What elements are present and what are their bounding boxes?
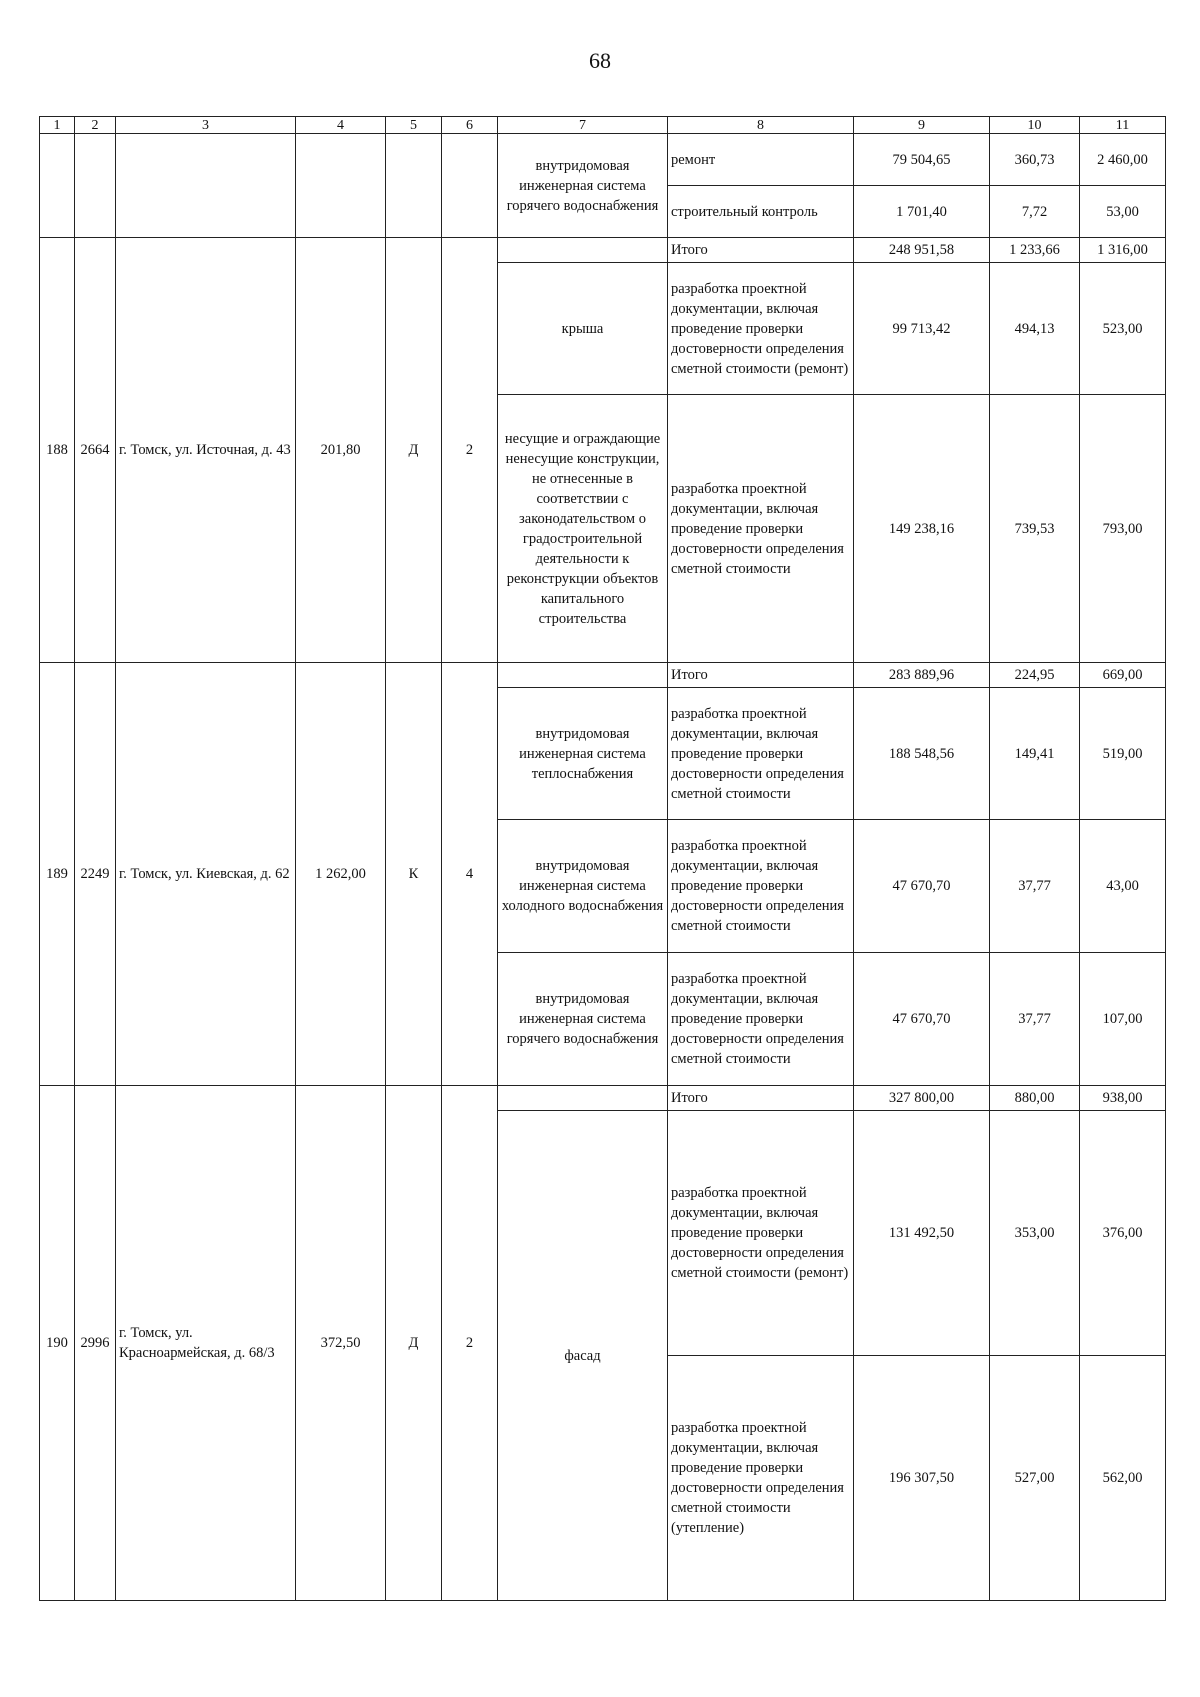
cell-sum: 47 670,70 (854, 820, 990, 953)
column-number: 4 (296, 117, 386, 134)
page-number: 68 (589, 48, 611, 73)
cell-system: фасад (498, 1111, 668, 1601)
table-row (40, 663, 1166, 688)
cell-total-per-m2: 224,95 (990, 663, 1080, 688)
column-number: 5 (386, 117, 442, 134)
cell-work: разработка проектной документации, включая проведение проверки достоверности определения сметной стоимости (668, 395, 854, 663)
cell-house-id: 2996 (75, 1086, 116, 1601)
cell-empty (498, 663, 668, 688)
cell-limit: 2 460,00 (1080, 134, 1166, 186)
column-number: 2 (75, 117, 116, 134)
column-number-row (40, 117, 1166, 134)
cell-work: ремонт (668, 134, 854, 186)
cell-system: внутридомовая инженерная система холодного водоснабжения (498, 820, 668, 953)
cell-work: разработка проектной документации, включая проведение проверки достоверности определения сметной стоимости (ремонт) (668, 263, 854, 395)
cell-system: несущие и ограждающие ненесущие конструкции, не отнесенные в соответствии с законодательством о градостроительной деятельности к реконструкции объектов капитального строительства (498, 395, 668, 663)
table-row (40, 1086, 1166, 1111)
cell-total-label: Итого (668, 663, 854, 688)
cell-type: К (386, 663, 442, 1086)
cell-sum: 99 713,42 (854, 263, 990, 395)
cell-limit: 562,00 (1080, 1356, 1166, 1601)
cell-sum: 47 670,70 (854, 953, 990, 1086)
cell-row-number: 190 (40, 1086, 75, 1601)
cell-address: г. Томск, ул. Красноармейская, д. 68/3 (116, 1086, 296, 1601)
cell-sum: 79 504,65 (854, 134, 990, 186)
cell-limit: 519,00 (1080, 688, 1166, 820)
column-number: 7 (498, 117, 668, 134)
column-number: 9 (854, 117, 990, 134)
cell-area: 372,50 (296, 1086, 386, 1601)
cell-work: разработка проектной документации, включая проведение проверки достоверности определения сметной стоимости (668, 688, 854, 820)
cell-address: г. Томск, ул. Источная, д. 43 (116, 238, 296, 663)
cell-per-m2: 37,77 (990, 820, 1080, 953)
cell-empty (40, 134, 75, 238)
cell-sum: 149 238,16 (854, 395, 990, 663)
cell-type: Д (386, 1086, 442, 1601)
cell-type: Д (386, 238, 442, 663)
cell-total-sum: 283 889,96 (854, 663, 990, 688)
cell-limit: 376,00 (1080, 1111, 1166, 1356)
cell-total-limit: 938,00 (1080, 1086, 1166, 1111)
cell-limit: 793,00 (1080, 395, 1166, 663)
cell-limit: 107,00 (1080, 953, 1166, 1086)
cell-empty (75, 134, 116, 238)
cell-sum: 1 701,40 (854, 186, 990, 238)
cell-limit: 523,00 (1080, 263, 1166, 395)
cell-work: разработка проектной документации, включая проведение проверки достоверности определения сметной стоимости (668, 953, 854, 1086)
column-number: 3 (116, 117, 296, 134)
cell-row-number: 188 (40, 238, 75, 663)
cell-total-per-m2: 1 233,66 (990, 238, 1080, 263)
cell-area: 1 262,00 (296, 663, 386, 1086)
cell-empty (498, 238, 668, 263)
cell-limit: 43,00 (1080, 820, 1166, 953)
cell-row-number: 189 (40, 663, 75, 1086)
cell-empty (498, 1086, 668, 1111)
cell-empty (442, 134, 498, 238)
cell-house-id: 2664 (75, 238, 116, 663)
cell-address: г. Томск, ул. Киевская, д. 62 (116, 663, 296, 1086)
cell-system: внутридомовая инженерная система теплоснабжения (498, 688, 668, 820)
column-number: 6 (442, 117, 498, 134)
table-row (40, 134, 1166, 186)
cell-area: 201,80 (296, 238, 386, 663)
cell-per-m2: 353,00 (990, 1111, 1080, 1356)
column-number: 11 (1080, 117, 1166, 134)
cell-per-m2: 149,41 (990, 688, 1080, 820)
cell-total-limit: 1 316,00 (1080, 238, 1166, 263)
cell-floors: 2 (442, 238, 498, 663)
cell-total-label: Итого (668, 1086, 854, 1111)
cell-per-m2: 739,53 (990, 395, 1080, 663)
cell-system: внутридомовая инженерная система горячего водоснабжения (498, 953, 668, 1086)
table-row (40, 238, 1166, 263)
cell-work: разработка проектной документации, включая проведение проверки достоверности определения сметной стоимости (668, 820, 854, 953)
cell-sum: 196 307,50 (854, 1356, 990, 1601)
cell-per-m2: 7,72 (990, 186, 1080, 238)
cell-per-m2: 360,73 (990, 134, 1080, 186)
cell-total-sum: 248 951,58 (854, 238, 990, 263)
column-number: 1 (40, 117, 75, 134)
cell-work: разработка проектной документации, включая проведение проверки достоверности определения сметной стоимости (утепление) (668, 1356, 854, 1601)
cell-floors: 4 (442, 663, 498, 1086)
cell-floors: 2 (442, 1086, 498, 1601)
cell-per-m2: 527,00 (990, 1356, 1080, 1601)
cell-per-m2: 37,77 (990, 953, 1080, 1086)
cell-sum: 188 548,56 (854, 688, 990, 820)
cell-empty (116, 134, 296, 238)
cell-limit: 53,00 (1080, 186, 1166, 238)
column-number: 8 (668, 117, 854, 134)
cell-total-limit: 669,00 (1080, 663, 1166, 688)
cell-total-label: Итого (668, 238, 854, 263)
column-number: 10 (990, 117, 1080, 134)
cell-total-sum: 327 800,00 (854, 1086, 990, 1111)
cell-work: разработка проектной документации, включая проведение проверки достоверности определения сметной стоимости (ремонт) (668, 1111, 854, 1356)
cell-empty (386, 134, 442, 238)
cell-system: внутридомовая инженерная система горячего водоснабжения (498, 134, 668, 238)
repair-program-table (39, 116, 1166, 1601)
cell-work: строительный контроль (668, 186, 854, 238)
cell-house-id: 2249 (75, 663, 116, 1086)
cell-per-m2: 494,13 (990, 263, 1080, 395)
cell-sum: 131 492,50 (854, 1111, 990, 1356)
cell-system: крыша (498, 263, 668, 395)
cell-total-per-m2: 880,00 (990, 1086, 1080, 1111)
cell-empty (296, 134, 386, 238)
